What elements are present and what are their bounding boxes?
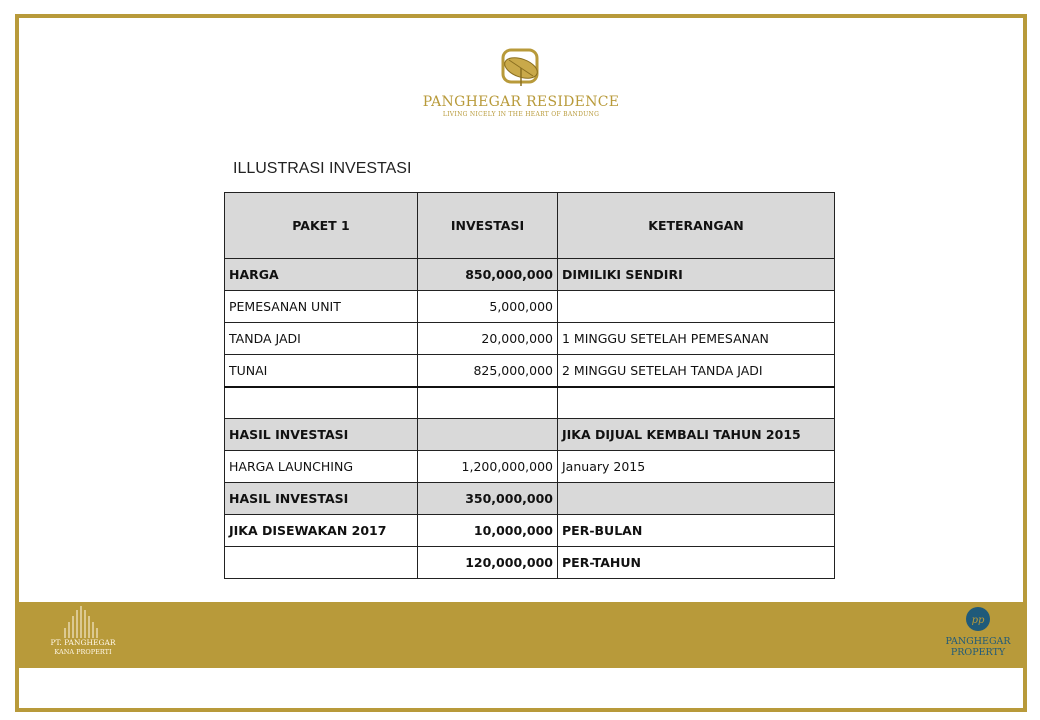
- row-value: 20,000,000: [418, 323, 558, 355]
- table-row: [225, 515, 835, 547]
- row-note: 1 MINGGU SETELAH PEMESANAN: [558, 323, 835, 355]
- row-label: HASIL INVESTASI: [225, 483, 418, 515]
- header-investasi: INVESTASI: [418, 193, 558, 259]
- row-note: January 2015: [558, 451, 835, 483]
- header-keterangan: KETERANGAN: [558, 193, 835, 259]
- row-label: HARGA LAUNCHING: [225, 451, 418, 483]
- page-title: ILLUSTRASI INVESTASI: [233, 160, 412, 177]
- footer-right-line2: PROPERTY: [950, 647, 1006, 658]
- panghegar-property-logo-icon: [965, 606, 991, 632]
- table-row: [225, 355, 835, 387]
- row-note: [558, 387, 835, 419]
- umbrella-logo-icon: [499, 48, 543, 88]
- row-value: 1,200,000,000: [418, 451, 558, 483]
- table-header-row: [225, 193, 835, 259]
- row-note: [558, 483, 835, 515]
- row-note: 2 MINGGU SETELAH TANDA JADI: [558, 355, 835, 387]
- footer-left-line1: PT. PANGHEGAR: [50, 638, 116, 647]
- row-label: [225, 547, 418, 579]
- row-value: 825,000,000: [418, 355, 558, 387]
- row-label: JIKA DISEWAKAN 2017: [225, 515, 418, 547]
- row-value: 850,000,000: [418, 259, 558, 291]
- header-logo: [19, 48, 1023, 118]
- brand-name: PANGHEGAR RESIDENCE: [422, 94, 620, 110]
- page-frame: [15, 14, 1027, 712]
- table-row: [225, 483, 835, 515]
- table-row: [225, 291, 835, 323]
- brand-tagline: LIVING NICELY IN THE HEART OF BANDUNG: [442, 111, 600, 118]
- row-note: PER-BULAN: [558, 515, 835, 547]
- footer-right-line1: PANGHEGAR: [945, 636, 1011, 647]
- logo-monogram: pp: [971, 615, 985, 626]
- table-row: [225, 419, 835, 451]
- header-paket: PAKET 1: [225, 193, 418, 259]
- row-value: 350,000,000: [418, 483, 558, 515]
- row-note: PER-TAHUN: [558, 547, 835, 579]
- investment-table: [224, 192, 835, 579]
- table-row: [225, 323, 835, 355]
- row-value: 10,000,000: [418, 515, 558, 547]
- row-label: HASIL INVESTASI: [225, 419, 418, 451]
- footer-left-line2: KANA PROPERTI: [54, 648, 112, 656]
- row-note: DIMILIKI SENDIRI: [558, 259, 835, 291]
- row-value: [418, 387, 558, 419]
- row-label: PEMESANAN UNIT: [225, 291, 418, 323]
- row-value: 5,000,000: [418, 291, 558, 323]
- buildings-logo-icon: [59, 604, 103, 638]
- row-label: TANDA JADI: [225, 323, 418, 355]
- row-value: [418, 419, 558, 451]
- row-label: [225, 387, 418, 419]
- row-note: JIKA DIJUAL KEMBALI TAHUN 2015: [558, 419, 835, 451]
- table-row-empty: [225, 387, 835, 419]
- row-value: 120,000,000: [418, 547, 558, 579]
- table-row: [225, 547, 835, 579]
- row-note: [558, 291, 835, 323]
- table-row: [225, 451, 835, 483]
- footer-band: [19, 602, 1023, 668]
- row-label: TUNAI: [225, 355, 418, 387]
- row-label: HARGA: [225, 259, 418, 291]
- table-row: [225, 259, 835, 291]
